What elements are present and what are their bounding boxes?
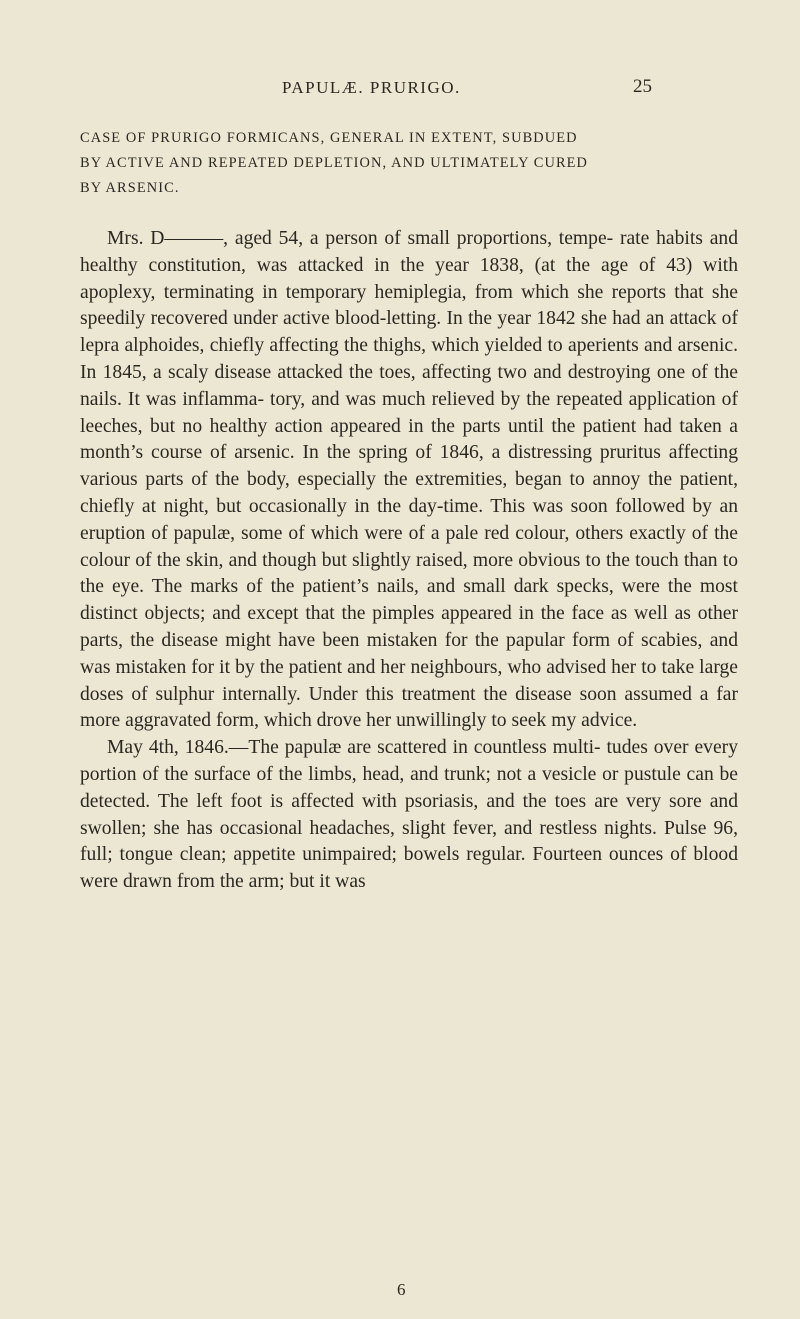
case-title [80, 126, 738, 201]
case-title-line: BY ARSENIC. [80, 180, 180, 196]
running-title: PAPULÆ. PRURIGO. [282, 78, 461, 97]
paragraph-may-4th: May 4th, 1846.—The papulæ are scattered in countless multi- tudes over every portion of the surface of the limbs, head, and trunk; not a vesicle or pustule can be detected. The left foot is affected with psoriasis, and the toes are very sore and swollen; she has occasional headaches, slight fever, and restless nights. Pulse 96, full; tongue clean; appetite unimpaired; bowels regular. Fourteen ounces of blood were drawn from the arm; but it was [80, 737, 738, 893]
body-text [80, 226, 738, 896]
paragraph-case-history: Mrs. D———, aged 54, a person of small proportions, tempe- rate habits and healthy constitution, was attacked in the year 1838, (at the age of 43) with apoplexy, terminating in temporary hemiplegia, from which she reports that she speedily recovered under active blood-letting. In the year 1842 she had an attack of lepra alphoides, chiefly affecting the thighs, which yielded to aperients and arsenic. In 1845, a scaly disease attacked the toes, affecting two and destroying one of the nails. It was inflamma- tory, and was much relieved by the repeated application of leeches, but no healthy action appeared in the parts until the patient had taken a month’s course of arsenic. In the spring of 1846, a distressing pruritus affecting various parts of the body, especially the extremities, began to annoy the patient, chiefly at night, but occasionally in the day-time. This was soon followed by an eruption of papulæ, some of which were of a pale red colour, others exactly of the colour of the skin, and though but slightly raised, more obvious to the touch than to the eye. The marks of the patient’s nails, and small dark specks, were the most distinct objects; and except that the pimples appeared in the face as well as other parts, the disease might have been mistaken for the papular form of scabies, and was mistaken for it by the patient and her neighbours, who advised her to take large doses of sulphur internally. Under this treatment the disease soon assumed a far more aggravated form, which drove her unwillingly to seek my advice. [80, 228, 738, 732]
case-title-line: CASE OF PRURIGO FORMICANS, GENERAL IN EXTENT, SUBDUED [80, 130, 578, 146]
case-title-line: BY ACTIVE AND REPEATED DEPLETION, AND ULTIMATELY CURED [80, 155, 589, 171]
signature-mark: 6 [397, 1280, 406, 1299]
page-number: 25 [633, 76, 652, 97]
